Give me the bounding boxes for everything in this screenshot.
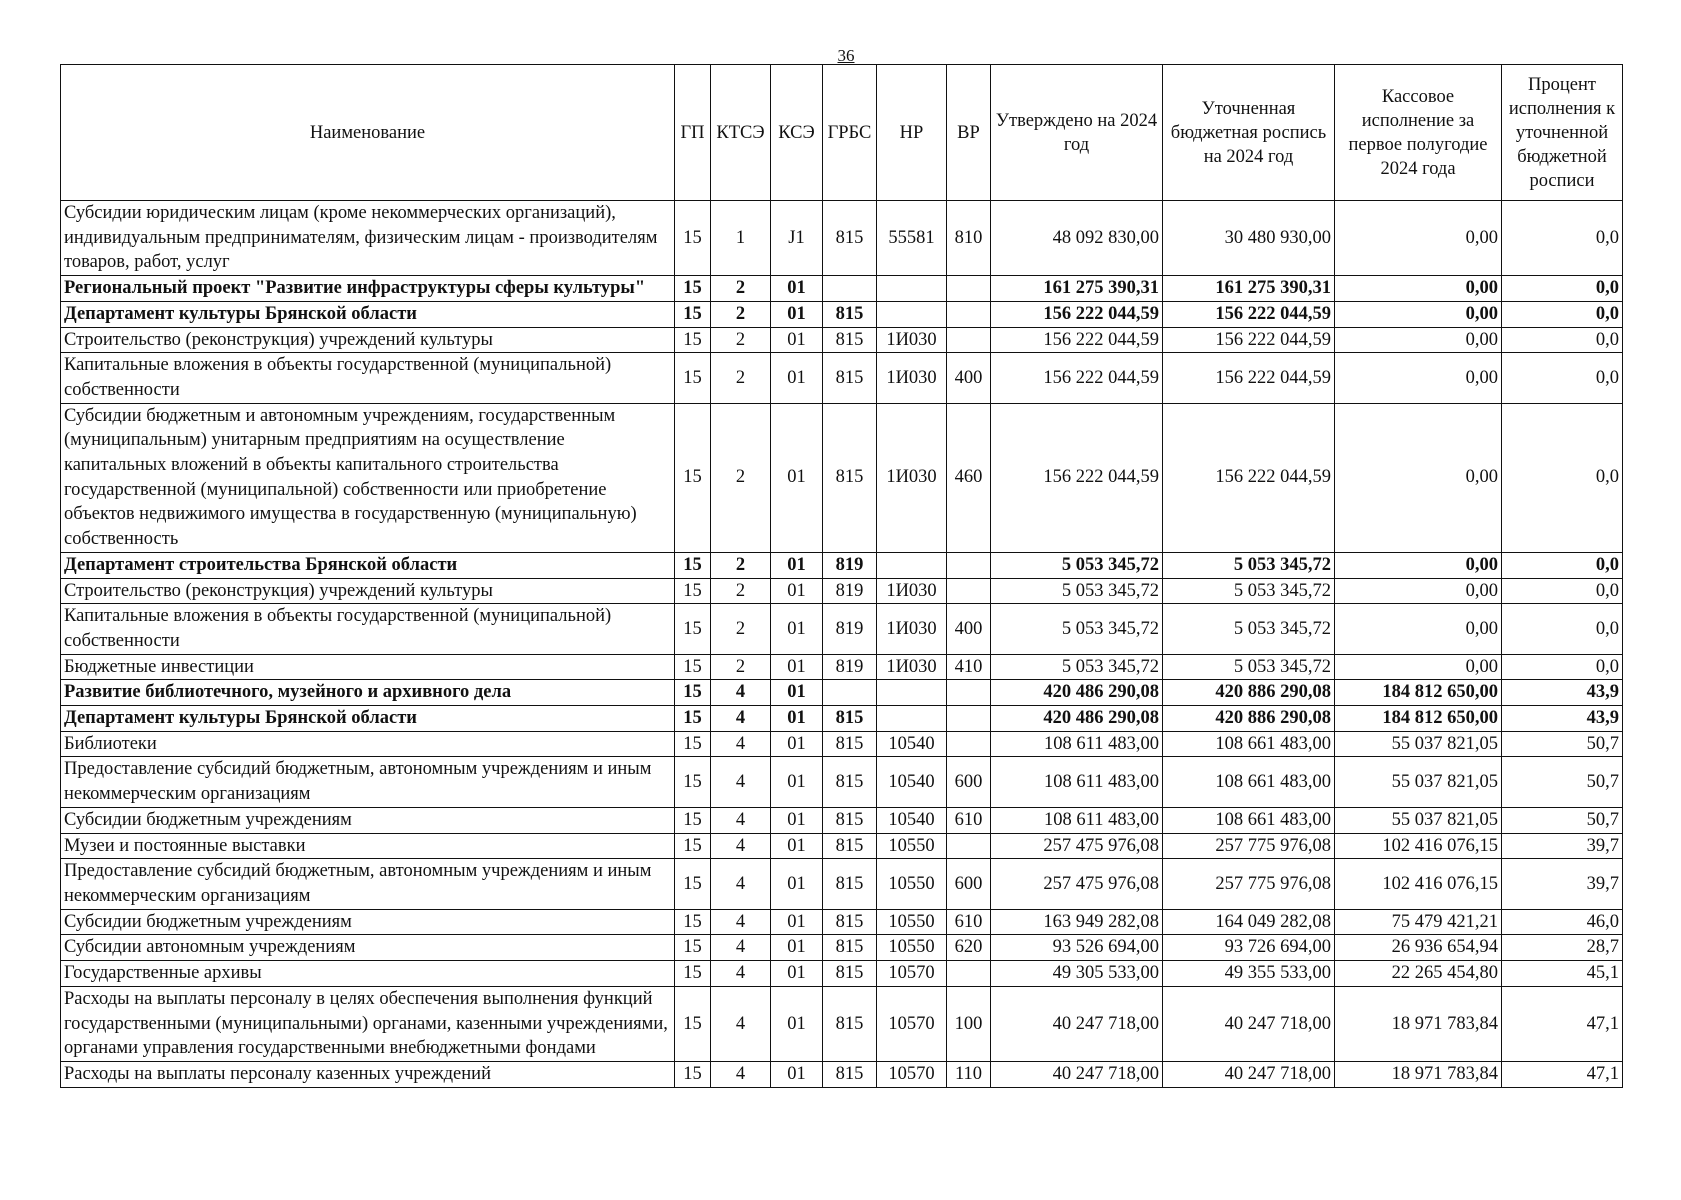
cell-vr: 400 [947, 604, 991, 654]
table-row [61, 706, 1623, 732]
cell-grbs: 815 [823, 909, 877, 935]
cell-vr: 610 [947, 909, 991, 935]
cell-grbs: 815 [823, 1061, 877, 1087]
cell-ktse: 2 [711, 301, 771, 327]
cell-name: Департамент культуры Брянской области [61, 301, 675, 327]
cell-cash: 0,00 [1335, 552, 1502, 578]
cell-gp: 15 [675, 353, 711, 403]
cell-name: Департамент культуры Брянской области [61, 706, 675, 732]
cell-refined: 40 247 718,00 [1163, 1061, 1335, 1087]
cell-kse: 01 [771, 833, 823, 859]
cell-vr: 810 [947, 201, 991, 276]
table-row [61, 604, 1623, 654]
cell-name: Предоставление субсидий бюджетным, автономным учреждениям и иным некоммерческим организациям [61, 757, 675, 807]
cell-np [877, 276, 947, 302]
cell-name: Государственные архивы [61, 961, 675, 987]
cell-name: Музеи и постоянные выставки [61, 833, 675, 859]
header-cash: Кассовое исполнение за первое полугодие 2024 года [1335, 65, 1502, 201]
cell-vr: 610 [947, 807, 991, 833]
cell-percent: 50,7 [1502, 757, 1623, 807]
cell-grbs: 815 [823, 859, 877, 909]
cell-refined: 156 222 044,59 [1163, 403, 1335, 552]
cell-vr [947, 680, 991, 706]
table-row [61, 680, 1623, 706]
header-ktse: КТСЭ [711, 65, 771, 201]
table-body [61, 201, 1623, 1088]
cell-approved: 156 222 044,59 [991, 353, 1163, 403]
cell-percent: 0,0 [1502, 403, 1623, 552]
cell-np: 10540 [877, 807, 947, 833]
cell-vr [947, 961, 991, 987]
cell-np [877, 301, 947, 327]
cell-grbs: 819 [823, 604, 877, 654]
cell-grbs: 815 [823, 706, 877, 732]
table-row [61, 301, 1623, 327]
table-row [61, 403, 1623, 552]
cell-refined: 164 049 282,08 [1163, 909, 1335, 935]
cell-kse: 01 [771, 807, 823, 833]
cell-percent: 43,9 [1502, 706, 1623, 732]
cell-approved: 5 053 345,72 [991, 578, 1163, 604]
header-kse: КСЭ [771, 65, 823, 201]
cell-grbs: 815 [823, 301, 877, 327]
cell-percent: 0,0 [1502, 578, 1623, 604]
cell-kse: 01 [771, 986, 823, 1061]
cell-name: Департамент строительства Брянской области [61, 552, 675, 578]
cell-name: Субсидии бюджетным учреждениям [61, 807, 675, 833]
cell-cash: 0,00 [1335, 654, 1502, 680]
cell-approved: 156 222 044,59 [991, 301, 1163, 327]
cell-kse: 01 [771, 961, 823, 987]
cell-grbs: 815 [823, 935, 877, 961]
table-row [61, 833, 1623, 859]
cell-gp: 15 [675, 552, 711, 578]
cell-grbs: 815 [823, 353, 877, 403]
cell-name: Бюджетные инвестиции [61, 654, 675, 680]
cell-percent: 39,7 [1502, 833, 1623, 859]
cell-name: Библиотеки [61, 731, 675, 757]
cell-grbs: 815 [823, 757, 877, 807]
cell-vr: 600 [947, 859, 991, 909]
cell-cash: 0,00 [1335, 276, 1502, 302]
cell-name: Строительство (реконструкция) учреждений культуры [61, 578, 675, 604]
cell-vr [947, 276, 991, 302]
cell-approved: 40 247 718,00 [991, 1061, 1163, 1087]
cell-kse: 01 [771, 327, 823, 353]
cell-gp: 15 [675, 706, 711, 732]
header-percent: Процент исполнения к уточненной бюджетной росписи [1502, 65, 1623, 201]
cell-cash: 0,00 [1335, 201, 1502, 276]
cell-name: Предоставление субсидий бюджетным, автономным учреждениям и иным некоммерческим организациям [61, 859, 675, 909]
cell-refined: 156 222 044,59 [1163, 327, 1335, 353]
cell-gp: 15 [675, 276, 711, 302]
header-approved: Утверждено на 2024 год [991, 65, 1163, 201]
cell-np: 10550 [877, 859, 947, 909]
cell-gp: 15 [675, 604, 711, 654]
cell-ktse: 2 [711, 604, 771, 654]
cell-kse: 01 [771, 604, 823, 654]
cell-np: 1И030 [877, 403, 947, 552]
cell-grbs: 815 [823, 833, 877, 859]
cell-vr: 110 [947, 1061, 991, 1087]
cell-approved: 5 053 345,72 [991, 604, 1163, 654]
cell-approved: 163 949 282,08 [991, 909, 1163, 935]
cell-np [877, 552, 947, 578]
cell-approved: 108 611 483,00 [991, 807, 1163, 833]
cell-cash: 75 479 421,21 [1335, 909, 1502, 935]
cell-grbs: 815 [823, 961, 877, 987]
cell-ktse: 2 [711, 276, 771, 302]
cell-ktse: 1 [711, 201, 771, 276]
cell-vr [947, 578, 991, 604]
cell-gp: 15 [675, 680, 711, 706]
cell-percent: 50,7 [1502, 731, 1623, 757]
header-gp: ГП [675, 65, 711, 201]
cell-ktse: 4 [711, 961, 771, 987]
cell-ktse: 4 [711, 909, 771, 935]
cell-percent: 0,0 [1502, 654, 1623, 680]
cell-name: Капитальные вложения в объекты государственной (муниципальной) собственности [61, 353, 675, 403]
cell-refined: 420 886 290,08 [1163, 706, 1335, 732]
cell-cash: 18 971 783,84 [1335, 986, 1502, 1061]
cell-percent: 43,9 [1502, 680, 1623, 706]
cell-ktse: 2 [711, 353, 771, 403]
cell-np: 1И030 [877, 327, 947, 353]
cell-kse: 01 [771, 859, 823, 909]
budget-table [60, 64, 1623, 1088]
cell-np: 1И030 [877, 353, 947, 403]
cell-refined: 5 053 345,72 [1163, 552, 1335, 578]
cell-refined: 30 480 930,00 [1163, 201, 1335, 276]
cell-percent: 0,0 [1502, 201, 1623, 276]
table-row [61, 578, 1623, 604]
table-row [61, 986, 1623, 1061]
cell-approved: 108 611 483,00 [991, 757, 1163, 807]
cell-approved: 5 053 345,72 [991, 552, 1163, 578]
cell-gp: 15 [675, 961, 711, 987]
cell-np: 55581 [877, 201, 947, 276]
cell-refined: 161 275 390,31 [1163, 276, 1335, 302]
cell-ktse: 4 [711, 833, 771, 859]
cell-grbs: 815 [823, 986, 877, 1061]
cell-kse: 01 [771, 757, 823, 807]
table-row [61, 807, 1623, 833]
cell-gp: 15 [675, 403, 711, 552]
cell-approved: 420 486 290,08 [991, 706, 1163, 732]
cell-gp: 15 [675, 757, 711, 807]
cell-approved: 156 222 044,59 [991, 403, 1163, 552]
table-row [61, 1061, 1623, 1087]
table-row [61, 353, 1623, 403]
cell-cash: 22 265 454,80 [1335, 961, 1502, 987]
table-row [61, 961, 1623, 987]
cell-percent: 0,0 [1502, 604, 1623, 654]
cell-gp: 15 [675, 935, 711, 961]
table-row [61, 552, 1623, 578]
table-row [61, 757, 1623, 807]
cell-kse: 01 [771, 706, 823, 732]
cell-kse: 01 [771, 909, 823, 935]
cell-percent: 39,7 [1502, 859, 1623, 909]
header-vr: ВР [947, 65, 991, 201]
cell-grbs: 819 [823, 654, 877, 680]
cell-name: Субсидии бюджетным и автономным учреждениям, государственным (муниципальным) унитарным предприятиям на осуществление капитальных вложений в объекты капитального строительства государственной (муниципальной) собственности или приобретение объектов недвижимого имущества в государственную (муниципальную) собственность [61, 403, 675, 552]
cell-np: 1И030 [877, 578, 947, 604]
cell-gp: 15 [675, 201, 711, 276]
cell-grbs: 815 [823, 403, 877, 552]
cell-kse: 01 [771, 301, 823, 327]
cell-vr: 100 [947, 986, 991, 1061]
cell-kse: 01 [771, 403, 823, 552]
cell-ktse: 4 [711, 706, 771, 732]
header-np: НР [877, 65, 947, 201]
cell-np: 1И030 [877, 604, 947, 654]
cell-np: 1И030 [877, 654, 947, 680]
cell-approved: 108 611 483,00 [991, 731, 1163, 757]
cell-cash: 0,00 [1335, 578, 1502, 604]
cell-ktse: 2 [711, 327, 771, 353]
cell-cash: 0,00 [1335, 353, 1502, 403]
table-row [61, 731, 1623, 757]
cell-refined: 257 775 976,08 [1163, 859, 1335, 909]
cell-kse: 01 [771, 353, 823, 403]
page-number: 36 [837, 46, 855, 65]
cell-percent: 47,1 [1502, 1061, 1623, 1087]
cell-percent: 50,7 [1502, 807, 1623, 833]
cell-kse: 01 [771, 552, 823, 578]
cell-name: Капитальные вложения в объекты государственной (муниципальной) собственности [61, 604, 675, 654]
cell-vr: 460 [947, 403, 991, 552]
table-header-row [61, 65, 1623, 201]
cell-grbs [823, 680, 877, 706]
table-row [61, 909, 1623, 935]
cell-cash: 102 416 076,15 [1335, 859, 1502, 909]
cell-name: Региональный проект "Развитие инфраструктуры сферы культуры" [61, 276, 675, 302]
cell-gp: 15 [675, 807, 711, 833]
cell-percent: 0,0 [1502, 301, 1623, 327]
cell-ktse: 4 [711, 935, 771, 961]
table-row [61, 201, 1623, 276]
cell-vr [947, 552, 991, 578]
cell-np [877, 680, 947, 706]
cell-percent: 46,0 [1502, 909, 1623, 935]
cell-gp: 15 [675, 654, 711, 680]
cell-cash: 26 936 654,94 [1335, 935, 1502, 961]
header-refined: Уточненная бюджетная роспись на 2024 год [1163, 65, 1335, 201]
cell-cash: 55 037 821,05 [1335, 757, 1502, 807]
cell-refined: 156 222 044,59 [1163, 353, 1335, 403]
header-grbs: ГРБС [823, 65, 877, 201]
cell-name: Субсидии юридическим лицам (кроме некоммерческих организаций), индивидуальным предпринимателям, физическим лицам - производителям товаров, работ, услуг [61, 201, 675, 276]
cell-gp: 15 [675, 301, 711, 327]
cell-vr: 410 [947, 654, 991, 680]
cell-vr [947, 731, 991, 757]
cell-ktse: 4 [711, 757, 771, 807]
cell-ktse: 2 [711, 552, 771, 578]
cell-kse: 01 [771, 731, 823, 757]
cell-cash: 184 812 650,00 [1335, 680, 1502, 706]
cell-gp: 15 [675, 327, 711, 353]
cell-gp: 15 [675, 1061, 711, 1087]
cell-grbs: 819 [823, 552, 877, 578]
cell-approved: 161 275 390,31 [991, 276, 1163, 302]
cell-percent: 0,0 [1502, 276, 1623, 302]
cell-refined: 257 775 976,08 [1163, 833, 1335, 859]
cell-grbs: 815 [823, 201, 877, 276]
cell-gp: 15 [675, 731, 711, 757]
cell-ktse: 2 [711, 403, 771, 552]
cell-kse: 01 [771, 935, 823, 961]
cell-kse: 01 [771, 276, 823, 302]
cell-ktse: 4 [711, 680, 771, 706]
cell-name: Расходы на выплаты персоналу казенных учреждений [61, 1061, 675, 1087]
cell-refined: 40 247 718,00 [1163, 986, 1335, 1061]
cell-gp: 15 [675, 833, 711, 859]
cell-refined: 93 726 694,00 [1163, 935, 1335, 961]
cell-ktse: 2 [711, 578, 771, 604]
cell-percent: 45,1 [1502, 961, 1623, 987]
cell-vr: 600 [947, 757, 991, 807]
cell-cash: 55 037 821,05 [1335, 807, 1502, 833]
cell-name: Расходы на выплаты персоналу в целях обеспечения выполнения функций государственными (муниципальными) органами, казенными учреждениями, органами управления государственными внебюджетными фондами [61, 986, 675, 1061]
table-row [61, 935, 1623, 961]
cell-kse: 01 [771, 1061, 823, 1087]
cell-kse: 01 [771, 680, 823, 706]
cell-gp: 15 [675, 986, 711, 1061]
cell-approved: 93 526 694,00 [991, 935, 1163, 961]
cell-cash: 0,00 [1335, 327, 1502, 353]
cell-approved: 156 222 044,59 [991, 327, 1163, 353]
cell-vr: 400 [947, 353, 991, 403]
cell-refined: 5 053 345,72 [1163, 578, 1335, 604]
cell-cash: 18 971 783,84 [1335, 1061, 1502, 1087]
cell-vr [947, 301, 991, 327]
cell-gp: 15 [675, 859, 711, 909]
cell-cash: 102 416 076,15 [1335, 833, 1502, 859]
cell-ktse: 4 [711, 731, 771, 757]
cell-np: 10570 [877, 986, 947, 1061]
cell-gp: 15 [675, 578, 711, 604]
cell-approved: 49 305 533,00 [991, 961, 1163, 987]
table-row [61, 859, 1623, 909]
cell-grbs: 819 [823, 578, 877, 604]
cell-refined: 420 886 290,08 [1163, 680, 1335, 706]
cell-refined: 156 222 044,59 [1163, 301, 1335, 327]
table-row [61, 327, 1623, 353]
cell-np: 10540 [877, 731, 947, 757]
cell-ktse: 4 [711, 986, 771, 1061]
cell-refined: 49 355 533,00 [1163, 961, 1335, 987]
cell-refined: 108 661 483,00 [1163, 757, 1335, 807]
cell-cash: 0,00 [1335, 604, 1502, 654]
cell-approved: 40 247 718,00 [991, 986, 1163, 1061]
cell-name: Субсидии автономным учреждениям [61, 935, 675, 961]
cell-name: Строительство (реконструкция) учреждений культуры [61, 327, 675, 353]
cell-ktse: 4 [711, 807, 771, 833]
cell-cash: 184 812 650,00 [1335, 706, 1502, 732]
cell-np: 10540 [877, 757, 947, 807]
cell-refined: 108 661 483,00 [1163, 731, 1335, 757]
header-name: Наименование [61, 65, 675, 201]
cell-np: 10570 [877, 961, 947, 987]
cell-percent: 0,0 [1502, 353, 1623, 403]
cell-percent: 28,7 [1502, 935, 1623, 961]
cell-percent: 47,1 [1502, 986, 1623, 1061]
table-row [61, 276, 1623, 302]
cell-ktse: 4 [711, 859, 771, 909]
cell-np: 10550 [877, 909, 947, 935]
cell-ktse: 4 [711, 1061, 771, 1087]
cell-kse: J1 [771, 201, 823, 276]
cell-kse: 01 [771, 654, 823, 680]
cell-vr: 620 [947, 935, 991, 961]
cell-percent: 0,0 [1502, 327, 1623, 353]
cell-approved: 48 092 830,00 [991, 201, 1163, 276]
cell-grbs: 815 [823, 731, 877, 757]
cell-np: 10570 [877, 1061, 947, 1087]
cell-name: Развитие библиотечного, музейного и архивного дела [61, 680, 675, 706]
cell-refined: 5 053 345,72 [1163, 654, 1335, 680]
cell-cash: 0,00 [1335, 403, 1502, 552]
cell-np: 10550 [877, 935, 947, 961]
cell-percent: 0,0 [1502, 552, 1623, 578]
cell-np [877, 706, 947, 732]
cell-vr [947, 833, 991, 859]
table-row [61, 654, 1623, 680]
cell-grbs: 815 [823, 807, 877, 833]
cell-approved: 257 475 976,08 [991, 833, 1163, 859]
cell-grbs [823, 276, 877, 302]
cell-refined: 108 661 483,00 [1163, 807, 1335, 833]
cell-ktse: 2 [711, 654, 771, 680]
cell-approved: 5 053 345,72 [991, 654, 1163, 680]
cell-approved: 420 486 290,08 [991, 680, 1163, 706]
cell-refined: 5 053 345,72 [1163, 604, 1335, 654]
cell-np: 10550 [877, 833, 947, 859]
cell-cash: 0,00 [1335, 301, 1502, 327]
cell-vr [947, 327, 991, 353]
cell-gp: 15 [675, 909, 711, 935]
cell-kse: 01 [771, 578, 823, 604]
cell-approved: 257 475 976,08 [991, 859, 1163, 909]
cell-name: Субсидии бюджетным учреждениям [61, 909, 675, 935]
cell-cash: 55 037 821,05 [1335, 731, 1502, 757]
cell-grbs: 815 [823, 327, 877, 353]
cell-vr [947, 706, 991, 732]
